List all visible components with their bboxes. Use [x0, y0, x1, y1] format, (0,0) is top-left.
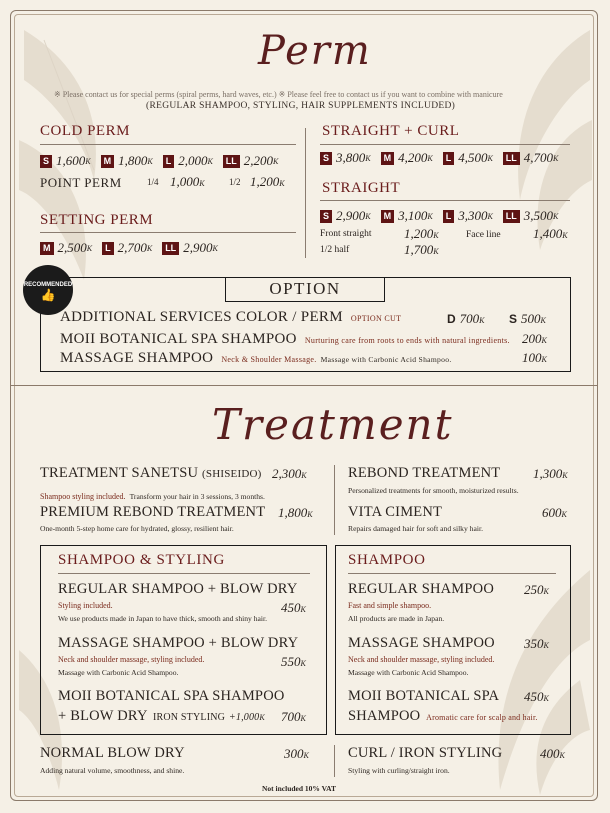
sh-regular-note-red: Fast and simple shampoo.: [348, 601, 432, 610]
sh-massage-note-red: Neck and shoulder massage, styling included.: [348, 655, 495, 664]
sh-regular-price: [524, 582, 549, 598]
sanetsu-label: [40, 465, 262, 482]
size-price-m: [101, 153, 153, 169]
price-value: 4,700: [523, 150, 554, 165]
sanetsu-note: Transform your hair in 3 sessions, 3 months.: [129, 492, 265, 501]
section-divider: [10, 385, 598, 386]
perm-note: ※ Please contact us for special perms (spiral perms, hard waves, etc.) ※ Please feel free to contact us if you want to combine with manicure: [54, 90, 503, 99]
size-badge: LL: [503, 152, 520, 165]
ss-massage-label: MASSAGE SHAMPOO + BLOW DRY: [58, 635, 299, 651]
point-perm-quarter-price: [170, 174, 205, 190]
size-price-s: [40, 153, 91, 169]
price-value: 1,600: [56, 153, 86, 168]
option-spa-price: [522, 331, 547, 347]
ss-moii-label: MOII BOTANICAL SPA SHAMPOO: [58, 688, 285, 704]
price-value: 550: [281, 654, 301, 669]
rebond-label: REBOND TREATMENT: [348, 465, 501, 481]
price-value: 500: [521, 311, 541, 326]
thumbs-up-icon: 👍: [40, 288, 56, 302]
ss-moii-blowdry: + BLOW DRY: [58, 708, 148, 724]
size-price-l: [443, 208, 493, 224]
recommended-badge: [23, 265, 73, 315]
size-price-m: [40, 240, 92, 256]
premium-label: PREMIUM REBOND TREATMENT: [40, 504, 266, 520]
k-unit: K: [543, 694, 549, 703]
setting-perm-heading: SETTING PERM: [40, 212, 154, 228]
k-unit: K: [559, 751, 565, 760]
premium-price: [278, 505, 313, 521]
cold-perm-heading: COLD PERM: [40, 123, 130, 139]
curl-label: CURL / IRON STYLING: [348, 745, 503, 761]
size-price-l: [102, 240, 152, 256]
option-spa-label: MOII BOTANICAL SPA SHAMPOO: [60, 331, 297, 347]
size-badge: LL: [503, 210, 520, 223]
size-badge: LL: [223, 155, 240, 168]
shampoo-styling-rule: [58, 573, 310, 574]
price-value: 3,800: [336, 150, 366, 165]
size-price-m: [381, 208, 433, 224]
k-unit: K: [212, 243, 218, 253]
k-unit: K: [427, 211, 433, 221]
leaf-decoration-right: [470, 20, 595, 260]
k-unit: K: [273, 156, 279, 166]
k-unit: K: [199, 179, 205, 188]
setting-perm-prices: [40, 240, 228, 256]
perm-title: Perm: [258, 28, 372, 74]
size-price-s: [320, 150, 371, 166]
sh-moii-shampoo: SHAMPOO: [348, 708, 421, 724]
k-unit: K: [562, 231, 568, 240]
price-value: 1,300: [533, 466, 563, 481]
cold-perm-prices: [40, 153, 288, 169]
point-perm-quarter: [147, 177, 159, 187]
ss-massage-note-red: Neck and shoulder massage, styling included.: [58, 655, 205, 664]
point-perm-half: [229, 177, 241, 187]
price-value: 1,700: [404, 242, 434, 257]
ss-regular-note: We use products made in Japan to have thick, smooth and shiny hair.: [58, 614, 268, 623]
ss-massage-note: Massage with Carbonic Acid Shampoo.: [58, 668, 179, 677]
size-badge: M: [40, 242, 54, 255]
setting-perm-rule: [40, 232, 296, 233]
price-value: 1,200: [404, 226, 434, 241]
price-value: 1,200: [250, 174, 280, 189]
size-badge: L: [443, 210, 455, 223]
option-s-price: [509, 310, 546, 328]
sh-massage-price: [524, 636, 549, 652]
perm-included-note: (REGULAR SHAMPOO, STYLING, HAIR SUPPLEMENTS INCLUDED): [146, 101, 456, 111]
k-unit: K: [487, 153, 493, 163]
size-badge: M: [101, 155, 115, 168]
sh-moii-label2: [348, 708, 538, 725]
blow-label: NORMAL BLOW DRY: [40, 745, 185, 761]
k-unit: K: [307, 510, 313, 519]
size-badge: L: [102, 242, 114, 255]
sanetsu-title: TREATMENT SANETSU: [40, 465, 199, 481]
perm-divider: [305, 128, 306, 258]
sanetsu-note-red: Shampoo styling included.: [40, 492, 126, 501]
price-value: 450: [524, 689, 544, 704]
size-price-ll: [223, 153, 279, 169]
price-value: 2,900: [183, 240, 213, 255]
k-unit: K: [146, 243, 153, 253]
option-massage-label: MASSAGE SHAMPOO: [60, 350, 214, 366]
k-unit: K: [85, 156, 91, 166]
point-perm-half-price: [250, 174, 285, 190]
straight-prices: [320, 208, 568, 224]
option-massage-price: [522, 350, 547, 366]
size-badge: LL: [162, 242, 179, 255]
sanetsu-brand: (SHISEIDO): [202, 468, 262, 480]
size-badge: S: [40, 155, 52, 168]
face-line-price: [533, 226, 568, 242]
vita-price: [542, 505, 567, 521]
price-value: 700: [459, 311, 480, 326]
bottom-divider: [334, 745, 335, 777]
straight-heading: STRAIGHT: [322, 180, 401, 196]
rebond-price: [533, 466, 568, 482]
half-price: [404, 242, 439, 258]
vita-label: VITA CIMENT: [348, 504, 443, 520]
option-massage-note-red: Neck & Shoulder Massage.: [221, 355, 317, 364]
k-unit: K: [543, 641, 549, 650]
price-value: 1,800: [278, 505, 308, 520]
size-badge: S: [320, 210, 332, 223]
size-badge: M: [381, 152, 395, 165]
k-unit: K: [86, 243, 93, 253]
k-unit: K: [479, 316, 485, 325]
sh-moii-price: [524, 689, 549, 705]
price-value: 450: [281, 600, 301, 615]
k-unit: K: [365, 211, 371, 221]
price-value: 2,200: [243, 153, 274, 168]
price-value: 3,100: [398, 208, 428, 223]
treatment-title: Treatment: [212, 400, 454, 449]
price-value: 4,200: [398, 150, 428, 165]
vita-note: Repairs damaged hair for soft and silky hair.: [348, 524, 483, 533]
vat-note: Not included 10% VAT: [262, 784, 336, 793]
k-unit: K: [279, 179, 285, 188]
blow-price: [284, 746, 309, 762]
price-value: 2,700: [117, 240, 147, 255]
size-price-l: [443, 150, 493, 166]
k-unit: K: [561, 510, 567, 519]
size-price-l: [163, 153, 213, 169]
ss-regular-price: [281, 600, 306, 616]
option-color-text: ADDITIONAL SERVICES COLOR / PERM: [60, 309, 343, 325]
ss-regular-note-red: Styling included.: [58, 601, 113, 610]
k-unit: K: [207, 156, 213, 166]
price-value: 100: [522, 350, 542, 365]
ss-massage-price: [281, 654, 306, 670]
price-value: 4,500: [458, 150, 488, 165]
price-value: 350: [524, 636, 544, 651]
size-price-ll: [162, 240, 218, 256]
k-unit: K: [365, 153, 371, 163]
size-price-s: [320, 208, 371, 224]
option-d-price: [447, 310, 485, 328]
front-straight-label: Front straight: [320, 229, 372, 239]
price-value: 300: [284, 746, 304, 761]
sh-regular-label: REGULAR SHAMPOO: [348, 581, 495, 597]
price-value: 200: [522, 331, 542, 346]
price-value: 400: [540, 746, 560, 761]
curl-note: Styling with curling/straight iron.: [348, 766, 450, 775]
sh-moii-label: MOII BOTANICAL SPA: [348, 688, 500, 704]
point-perm-label: POINT PERM: [40, 175, 122, 190]
ss-moii-price: [281, 709, 306, 725]
half-label: 1/2 half: [320, 245, 350, 255]
point-perm-half-label: 1/2: [229, 177, 241, 187]
treatment-divider: [334, 465, 335, 535]
price-value: +1,000: [228, 712, 260, 723]
curl-price: [540, 746, 565, 762]
k-unit: K: [562, 471, 568, 480]
straight-rule: [320, 200, 570, 201]
k-unit: K: [433, 247, 439, 256]
price-value: 2,000: [178, 153, 208, 168]
size-badge: L: [163, 155, 175, 168]
price-value: 600: [542, 505, 562, 520]
k-unit: K: [540, 316, 546, 325]
price-value: 2,500: [57, 240, 87, 255]
point-perm-quarter-label: 1/4: [147, 177, 159, 187]
k-unit: K: [433, 231, 439, 240]
sanetsu-notes: [40, 486, 265, 504]
cold-perm-rule: [40, 144, 296, 145]
k-unit: K: [427, 153, 433, 163]
price-value: 1,800: [118, 153, 148, 168]
k-unit: K: [259, 713, 265, 722]
ss-moii-label2: [58, 708, 265, 725]
straight-curl-rule: [320, 144, 570, 145]
sh-massage-label: MASSAGE SHAMPOO: [348, 635, 495, 651]
option-spa-note: Nurturing care from roots to ends with natural ingredients.: [304, 336, 510, 345]
price-value: 1,400: [533, 226, 563, 241]
recommended-text: RECOMMENDED: [23, 282, 73, 288]
ss-moii-iron: IRON STYLING: [152, 712, 226, 723]
k-unit: K: [300, 605, 306, 614]
shampoo-rule: [348, 573, 556, 574]
k-unit: K: [487, 211, 493, 221]
k-unit: K: [553, 211, 559, 221]
face-line-label: Face line: [466, 230, 501, 240]
size-s-label: S: [509, 312, 518, 326]
blow-note: Adding natural volume, smoothness, and shine.: [40, 766, 185, 775]
size-d-label: D: [447, 312, 456, 326]
size-price-ll: [503, 208, 559, 224]
option-cut-note: OPTION CUT: [350, 314, 402, 323]
k-unit: K: [541, 355, 547, 364]
k-unit: K: [301, 471, 307, 480]
ss-regular-label: REGULAR SHAMPOO + BLOW DRY: [58, 581, 298, 597]
size-badge: L: [443, 152, 455, 165]
ss-moii-iron-price: [229, 712, 265, 723]
price-value: 2,300: [272, 466, 302, 481]
premium-note: One-month 5-step home care for hydrated, glossy, resilient hair.: [40, 524, 234, 533]
option-title: OPTION: [225, 277, 385, 302]
sh-massage-note: Massage with Carbonic Acid Shampoo.: [348, 668, 469, 677]
price-value: 3,300: [458, 208, 488, 223]
rebond-note: Personalized treatments for smooth, moisturized results.: [348, 486, 519, 495]
option-massage-note: Massage with Carbonic Acid Shampoo.: [320, 355, 452, 364]
k-unit: K: [543, 587, 549, 596]
size-badge: M: [381, 210, 395, 223]
straight-curl-heading: STRAIGHT + CURL: [322, 123, 460, 139]
k-unit: K: [300, 659, 306, 668]
sh-regular-note: All products are made in Japan.: [348, 614, 445, 623]
size-price-m: [381, 150, 433, 166]
option-massage: [60, 350, 452, 367]
k-unit: K: [553, 153, 559, 163]
k-unit: K: [147, 156, 153, 166]
k-unit: K: [541, 336, 547, 345]
size-badge: S: [320, 152, 332, 165]
k-unit: K: [303, 751, 309, 760]
sanetsu-price: [272, 466, 307, 482]
price-value: 2,900: [336, 208, 366, 223]
price-value: 1,000: [170, 174, 200, 189]
size-price-ll: [503, 150, 559, 166]
option-spa: [60, 331, 510, 348]
shampoo-styling-heading: SHAMPOO & STYLING: [58, 552, 225, 568]
option-color-label: [60, 309, 401, 326]
k-unit: K: [300, 714, 306, 723]
shampoo-heading: SHAMPOO: [348, 552, 426, 568]
price-value: 250: [524, 582, 544, 597]
straight-curl-prices: [320, 150, 568, 166]
front-straight-price: [404, 226, 439, 242]
price-value: 3,500: [523, 208, 554, 223]
price-value: 700: [281, 709, 301, 724]
sh-moii-note-red: Aromatic care for scalp and hair.: [426, 713, 538, 722]
